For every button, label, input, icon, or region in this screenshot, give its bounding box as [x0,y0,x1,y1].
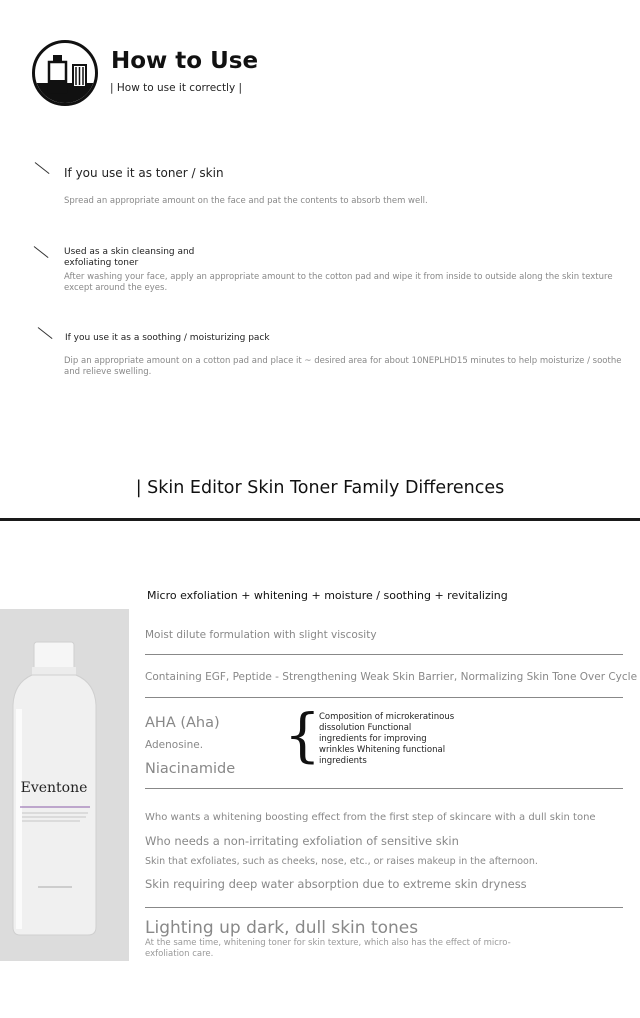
ingredient-functions: Composition of microkeratinous dissolution Functional ingredients for improving wrinkles Whitening functional ingredients [319,712,455,766]
ingredient-adenosine: Adenosine. [145,739,204,751]
ingredient-aha: AHA (Aha) [145,715,220,731]
brace-icon: { [284,701,321,769]
target-4: Skin requiring deep water absorption due to extreme skin dryness [145,877,527,891]
row-divider-2 [145,697,623,698]
formulation-text: Moist dilute formulation with slight viscosity [145,629,377,641]
how-to-use-logo [32,40,98,106]
ingredient-niacinamide: Niacinamide [145,761,236,777]
product-image [0,609,129,961]
row-divider-1 [145,654,623,655]
step-3-description: Dip an appropriate amount on a cotton pad and place it ~ desired area for about 10NEPLHD15 minutes to help moisturize / soothe and relieve swelling. [64,356,622,377]
step-1-description: Spread an appropriate amount on the face and pat the contents to absorb them well. [64,196,428,206]
lighting-description: At the same time, whitening toner for skin texture, which also has the effect of micro-exfoliation care. [145,938,511,959]
row-divider-3 [145,788,623,789]
step-2-title: Used as a skin cleansing and exfoliating toner [64,247,195,268]
comparison-headline: Micro exfoliation + whitening + moisture / soothing + revitalizing [147,589,508,602]
section-title: | Skin Editor Skin Toner Family Differences [135,478,505,498]
step-1-title: If you use it as toner / skin [64,166,224,180]
step-2-description: After washing your face, apply an appropriate amount to the cotton pad and wipe it from inside to outside along the skin texture except around the eyes. [64,272,613,293]
section-divider [0,518,640,521]
page-title: How to Use [111,48,259,74]
row-divider-4 [145,907,623,908]
step-slash-3 [38,327,53,339]
target-3: Skin that exfoliates, such as cheeks, nose, etc., or raises makeup in the afternoon. [145,856,538,867]
lighting-title: Lighting up dark, dull skin tones [145,918,419,938]
page-subtitle: | How to use it correctly | [110,82,243,94]
target-1: Who wants a whitening boosting effect from the first step of skincare with a dull skin tone [145,812,596,823]
containing-text: Containing EGF, Peptide - Strengthening Weak Skin Barrier, Normalizing Skin Tone Over Cycle [145,671,638,683]
step-3-title: If you use it as a soothing / moisturizing pack [65,333,270,343]
product-brand: Eventone [20,780,88,796]
step-slash-1 [35,162,50,174]
target-2: Who needs a non-irritating exfoliation of sensitive skin [145,834,459,848]
toner-bottles-icon [35,43,95,103]
step-slash-2 [34,246,49,258]
